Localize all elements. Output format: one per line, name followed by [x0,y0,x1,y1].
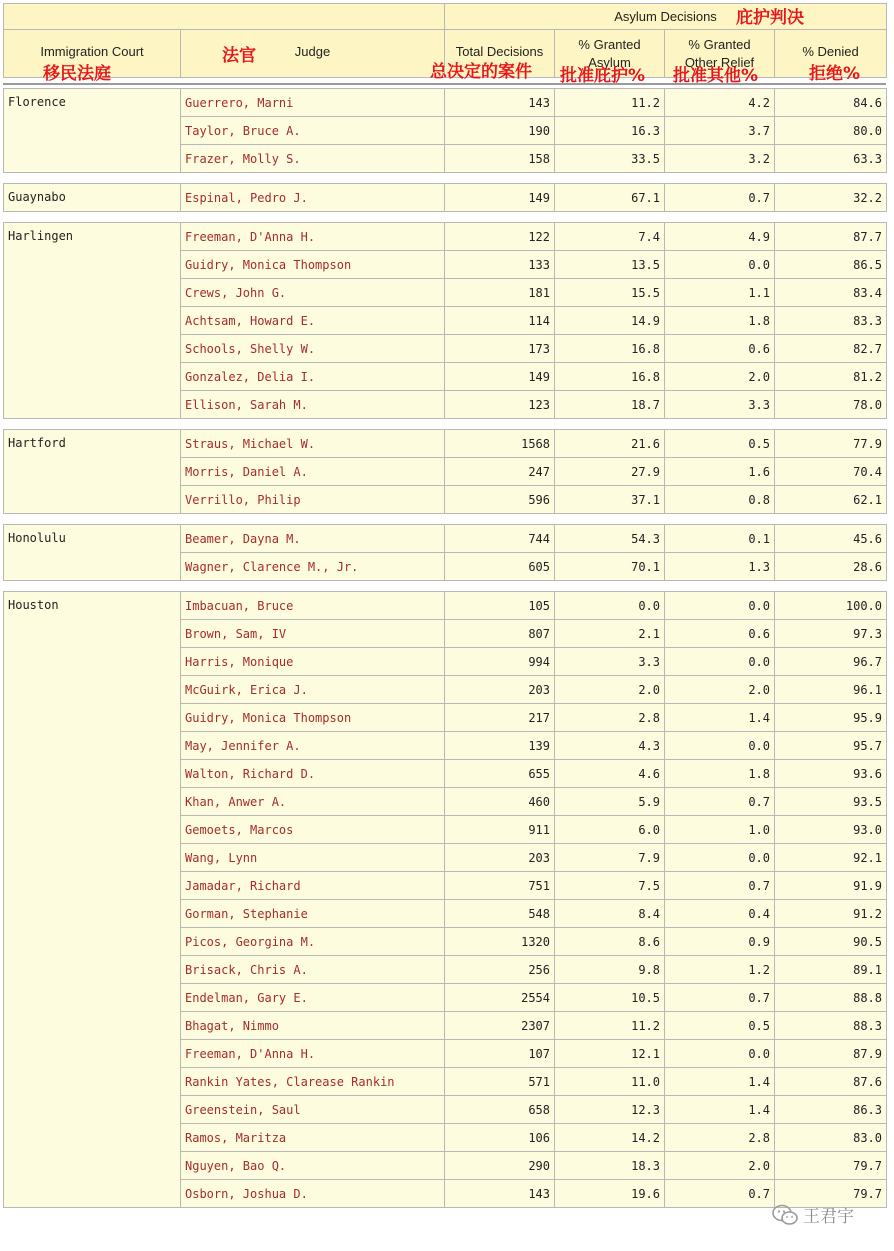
court-group [3,222,887,419]
pct-denied-cell: 82.7 [775,335,887,363]
pct-denied-cell: 77.9 [775,430,887,458]
judge-link[interactable]: Imbacuan, Bruce [181,592,445,620]
pct-granted-asylum-cell: 12.3 [555,1096,665,1124]
judge-link[interactable]: Wang, Lynn [181,844,445,872]
pct-denied-annotation: 拒绝% [809,64,861,84]
pct-denied-cell: 84.6 [775,89,887,117]
pct-granted-other-cell: 0.5 [665,430,775,458]
pct-granted-asylum-cell: 18.3 [555,1152,665,1180]
pct-denied-header: % Denied [775,30,887,78]
judge-link[interactable]: Straus, Michael W. [181,430,445,458]
pct-granted-asylum-cell: 70.1 [555,553,665,581]
pct-granted-asylum-cell: 16.8 [555,335,665,363]
total-decisions-cell: 122 [445,223,555,251]
pct-granted-asylum-cell: 5.9 [555,788,665,816]
pct-granted-other-cell: 1.4 [665,1096,775,1124]
pct-granted-asylum-cell: 14.9 [555,307,665,335]
pct-granted-other-cell: 1.1 [665,279,775,307]
pct-denied-cell: 80.0 [775,117,887,145]
court-name: Guaynabo [4,184,181,212]
total-decisions-cell: 190 [445,117,555,145]
pct-denied-cell: 93.0 [775,816,887,844]
judge-link[interactable]: Taylor, Bruce A. [181,117,445,145]
judge-link[interactable]: Espinal, Pedro J. [181,184,445,212]
pct-granted-other-cell: 0.7 [665,1180,775,1208]
judge-link[interactable]: Rankin Yates, Clarease Rankin [181,1068,445,1096]
total-decisions-cell: 217 [445,704,555,732]
pct-granted-other-cell: 0.0 [665,648,775,676]
total-decisions-cell: 994 [445,648,555,676]
total-decisions-cell: 571 [445,1068,555,1096]
judge-link[interactable]: Gemoets, Marcos [181,816,445,844]
pct-granted-asylum-cell: 7.9 [555,844,665,872]
pct-denied-cell: 100.0 [775,592,887,620]
total-decisions-cell: 911 [445,816,555,844]
total-decisions-cell: 1320 [445,928,555,956]
pct-granted-other-cell: 0.7 [665,788,775,816]
total-decisions-cell: 460 [445,788,555,816]
pct-granted-other-cell: 2.0 [665,1152,775,1180]
total-decisions-cell: 123 [445,391,555,419]
judge-link[interactable]: Achtsam, Howard E. [181,307,445,335]
judge-link[interactable]: Beamer, Dayna M. [181,525,445,553]
total-decisions-cell: 133 [445,251,555,279]
pct-granted-asylum-cell: 15.5 [555,279,665,307]
judge-link[interactable]: Picos, Georgina M. [181,928,445,956]
pct-denied-cell: 86.5 [775,251,887,279]
pct-granted-other-cell: 0.0 [665,1040,775,1068]
pct-granted-other-cell: 0.7 [665,872,775,900]
table-row [4,430,887,458]
pct-granted-other-annotation: 批准其他% [673,66,759,86]
table-header [3,3,886,86]
pct-granted-asylum-cell: 10.5 [555,984,665,1012]
judge-link[interactable]: McGuirk, Erica J. [181,676,445,704]
pct-granted-asylum-header: % Granted Asylum [555,30,665,78]
pct-denied-cell: 87.9 [775,1040,887,1068]
total-decisions-cell: 107 [445,1040,555,1068]
total-decisions-cell: 605 [445,553,555,581]
total-decisions-cell: 596 [445,486,555,514]
pct-granted-other-cell: 2.0 [665,676,775,704]
judge-link[interactable]: Ellison, Sarah M. [181,391,445,419]
watermark [771,1202,854,1227]
total-decisions-cell: 548 [445,900,555,928]
pct-granted-other-cell: 1.4 [665,704,775,732]
pct-granted-asylum-cell: 21.6 [555,430,665,458]
pct-denied-cell: 91.9 [775,872,887,900]
pct-granted-other-cell: 0.4 [665,900,775,928]
pct-denied-cell: 28.6 [775,553,887,581]
total-decisions-cell: 1568 [445,430,555,458]
pct-granted-asylum-cell: 54.3 [555,525,665,553]
pct-granted-asylum-cell: 11.0 [555,1068,665,1096]
judge-link[interactable]: Endelman, Gary E. [181,984,445,1012]
pct-granted-other-cell: 0.7 [665,984,775,1012]
pct-denied-cell: 92.1 [775,844,887,872]
total-decisions-cell: 158 [445,145,555,173]
judge-link[interactable]: Walton, Richard D. [181,760,445,788]
pct-granted-other-cell: 3.3 [665,391,775,419]
judge-link[interactable]: Verrillo, Philip [181,486,445,514]
pct-granted-asylum-cell: 9.8 [555,956,665,984]
judge-link[interactable]: Brown, Sam, IV [181,620,445,648]
pct-granted-asylum-cell: 2.0 [555,676,665,704]
pct-denied-cell: 86.3 [775,1096,887,1124]
total-decisions-cell: 203 [445,676,555,704]
immigration-court-header: Immigration Court [4,30,181,78]
judge-link[interactable]: Guidry, Monica Thompson [181,251,445,279]
total-decisions-cell: 658 [445,1096,555,1124]
pct-granted-other-cell: 2.0 [665,363,775,391]
pct-denied-cell: 95.9 [775,704,887,732]
pct-granted-asylum-cell: 14.2 [555,1124,665,1152]
pct-denied-cell: 90.5 [775,928,887,956]
judge-link[interactable]: Brisack, Chris A. [181,956,445,984]
pct-granted-asylum-cell: 11.2 [555,1012,665,1040]
pct-granted-other-cell: 0.0 [665,844,775,872]
pct-granted-asylum-cell: 16.3 [555,117,665,145]
pct-granted-other-cell: 0.0 [665,251,775,279]
pct-granted-asylum-cell: 19.6 [555,1180,665,1208]
judge-header: Judge [181,30,445,78]
pct-granted-asylum-cell: 4.6 [555,760,665,788]
pct-denied-cell: 79.7 [775,1180,887,1208]
pct-denied-cell: 95.7 [775,732,887,760]
pct-denied-cell: 88.8 [775,984,887,1012]
pct-granted-other-cell: 0.7 [665,184,775,212]
pct-denied-cell: 93.5 [775,788,887,816]
watermark-text: 王君宇 [803,1207,854,1227]
table-row [4,223,887,251]
immigration-court-annotation: 移民法庭 [43,64,111,84]
court-name: Honolulu [4,525,181,581]
total-decisions-cell: 149 [445,363,555,391]
pct-granted-other-cell: 0.1 [665,525,775,553]
court-groups [3,88,886,1208]
pct-denied-cell: 97.3 [775,620,887,648]
pct-granted-other-cell: 0.6 [665,620,775,648]
court-name: Hartford [4,430,181,514]
table-row [4,89,887,117]
pct-granted-asylum-cell: 27.9 [555,458,665,486]
pct-granted-other-cell: 1.6 [665,458,775,486]
pct-denied-cell: 96.1 [775,676,887,704]
pct-granted-other-cell: 3.7 [665,117,775,145]
pct-granted-other-cell: 1.0 [665,816,775,844]
table-row [4,184,887,212]
pct-granted-asylum-cell: 12.1 [555,1040,665,1068]
total-decisions-cell: 2554 [445,984,555,1012]
total-decisions-cell: 143 [445,1180,555,1208]
pct-granted-other-cell: 2.8 [665,1124,775,1152]
pct-granted-asylum-annotation: 批准庇护% [560,66,646,86]
pct-granted-other-cell: 1.2 [665,956,775,984]
judge-link[interactable]: Frazer, Molly S. [181,145,445,173]
judge-link[interactable]: Crews, John G. [181,279,445,307]
judge-link[interactable]: Bhagat, Nimmo [181,1012,445,1040]
pct-granted-asylum-cell: 37.1 [555,486,665,514]
pct-denied-cell: 81.2 [775,363,887,391]
judge-link[interactable]: May, Jennifer A. [181,732,445,760]
wechat-logo-icon [771,1204,799,1226]
total-decisions-cell: 149 [445,184,555,212]
pct-granted-asylum-cell: 13.5 [555,251,665,279]
judge-link[interactable]: Wagner, Clarence M., Jr. [181,553,445,581]
total-decisions-cell: 247 [445,458,555,486]
pct-granted-other-cell: 0.5 [665,1012,775,1040]
judge-link[interactable]: Ramos, Maritza [181,1124,445,1152]
total-decisions-cell: 143 [445,89,555,117]
total-decisions-cell: 751 [445,872,555,900]
pct-granted-asylum-cell: 0.0 [555,592,665,620]
pct-granted-other-cell: 1.4 [665,1068,775,1096]
judge-link[interactable]: Nguyen, Bao Q. [181,1152,445,1180]
pct-granted-other-cell: 0.0 [665,592,775,620]
asylum-decisions-page [3,3,886,1218]
judge-link[interactable]: Guerrero, Marni [181,89,445,117]
total-decisions-cell: 256 [445,956,555,984]
total-decisions-header: Total Decisions [445,30,555,78]
judge-link[interactable]: Greenstein, Saul [181,1096,445,1124]
pct-granted-asylum-cell: 33.5 [555,145,665,173]
pct-granted-asylum-cell: 16.8 [555,363,665,391]
pct-granted-asylum-cell: 7.5 [555,872,665,900]
asylum-decisions-annotation: 庇护判决 [736,8,804,28]
pct-granted-other-cell: 1.3 [665,553,775,581]
pct-granted-other-cell: 3.2 [665,145,775,173]
pct-denied-cell: 63.3 [775,145,887,173]
pct-denied-cell: 93.6 [775,760,887,788]
pct-denied-cell: 45.6 [775,525,887,553]
pct-denied-cell: 79.7 [775,1152,887,1180]
pct-granted-other-cell: 4.9 [665,223,775,251]
total-decisions-cell: 655 [445,760,555,788]
pct-granted-asylum-cell: 3.3 [555,648,665,676]
pct-granted-other-cell: 4.2 [665,89,775,117]
total-decisions-cell: 105 [445,592,555,620]
pct-granted-other-cell: 1.8 [665,307,775,335]
total-decisions-cell: 181 [445,279,555,307]
judge-annotation: 法官 [222,46,256,66]
total-decisions-cell: 173 [445,335,555,363]
pct-denied-cell: 96.7 [775,648,887,676]
judge-link[interactable]: Osborn, Joshua D. [181,1180,445,1208]
pct-denied-cell: 83.4 [775,279,887,307]
pct-denied-cell: 89.1 [775,956,887,984]
pct-granted-asylum-cell: 8.6 [555,928,665,956]
pct-granted-asylum-cell: 7.4 [555,223,665,251]
court-group [3,88,887,173]
total-decisions-cell: 807 [445,620,555,648]
pct-denied-cell: 62.1 [775,486,887,514]
judge-link[interactable]: Morris, Daniel A. [181,458,445,486]
court-group [3,591,887,1208]
judge-link[interactable]: Schools, Shelly W. [181,335,445,363]
judge-link[interactable]: Freeman, D'Anna H. [181,1040,445,1068]
pct-granted-asylum-cell: 6.0 [555,816,665,844]
pct-denied-cell: 70.4 [775,458,887,486]
pct-denied-cell: 87.6 [775,1068,887,1096]
pct-denied-cell: 83.3 [775,307,887,335]
pct-denied-cell: 32.2 [775,184,887,212]
court-group [3,524,887,581]
total-decisions-cell: 203 [445,844,555,872]
total-decisions-cell: 106 [445,1124,555,1152]
pct-denied-cell: 83.0 [775,1124,887,1152]
pct-granted-asylum-cell: 2.1 [555,620,665,648]
judge-link[interactable]: Jamadar, Richard [181,872,445,900]
court-group [3,429,887,514]
pct-granted-asylum-cell: 4.3 [555,732,665,760]
judge-link[interactable]: Guidry, Monica Thompson [181,704,445,732]
pct-granted-asylum-cell: 67.1 [555,184,665,212]
pct-denied-cell: 91.2 [775,900,887,928]
pct-granted-asylum-cell: 8.4 [555,900,665,928]
pct-granted-asylum-cell: 11.2 [555,89,665,117]
judge-link[interactable]: Khan, Anwer A. [181,788,445,816]
pct-granted-asylum-cell: 18.7 [555,391,665,419]
judge-link[interactable]: Freeman, D'Anna H. [181,223,445,251]
judge-link[interactable]: Gonzalez, Delia I. [181,363,445,391]
total-decisions-cell: 744 [445,525,555,553]
pct-granted-other-cell: 1.8 [665,760,775,788]
total-decisions-cell: 114 [445,307,555,335]
pct-granted-other-cell: 0.0 [665,732,775,760]
pct-granted-asylum-cell: 2.8 [555,704,665,732]
court-name: Harlingen [4,223,181,419]
pct-denied-cell: 87.7 [775,223,887,251]
header-spacer [4,4,445,30]
table-row [4,592,887,620]
pct-granted-other-cell: 0.8 [665,486,775,514]
total-decisions-cell: 2307 [445,1012,555,1040]
pct-denied-cell: 88.3 [775,1012,887,1040]
total-decisions-cell: 290 [445,1152,555,1180]
pct-granted-other-cell: 0.9 [665,928,775,956]
pct-granted-other-cell: 0.6 [665,335,775,363]
judge-link[interactable]: Harris, Monique [181,648,445,676]
court-name: Florence [4,89,181,173]
total-decisions-annotation: 总决定的案件 [430,62,532,82]
judge-link[interactable]: Gorman, Stephanie [181,900,445,928]
court-group [3,183,887,212]
pct-denied-cell: 78.0 [775,391,887,419]
pct-granted-other-header: % Granted Other Relief [665,30,775,78]
asylum-decisions-header: Asylum Decisions [445,4,887,30]
court-name: Houston [4,592,181,1208]
table-row [4,525,887,553]
total-decisions-cell: 139 [445,732,555,760]
